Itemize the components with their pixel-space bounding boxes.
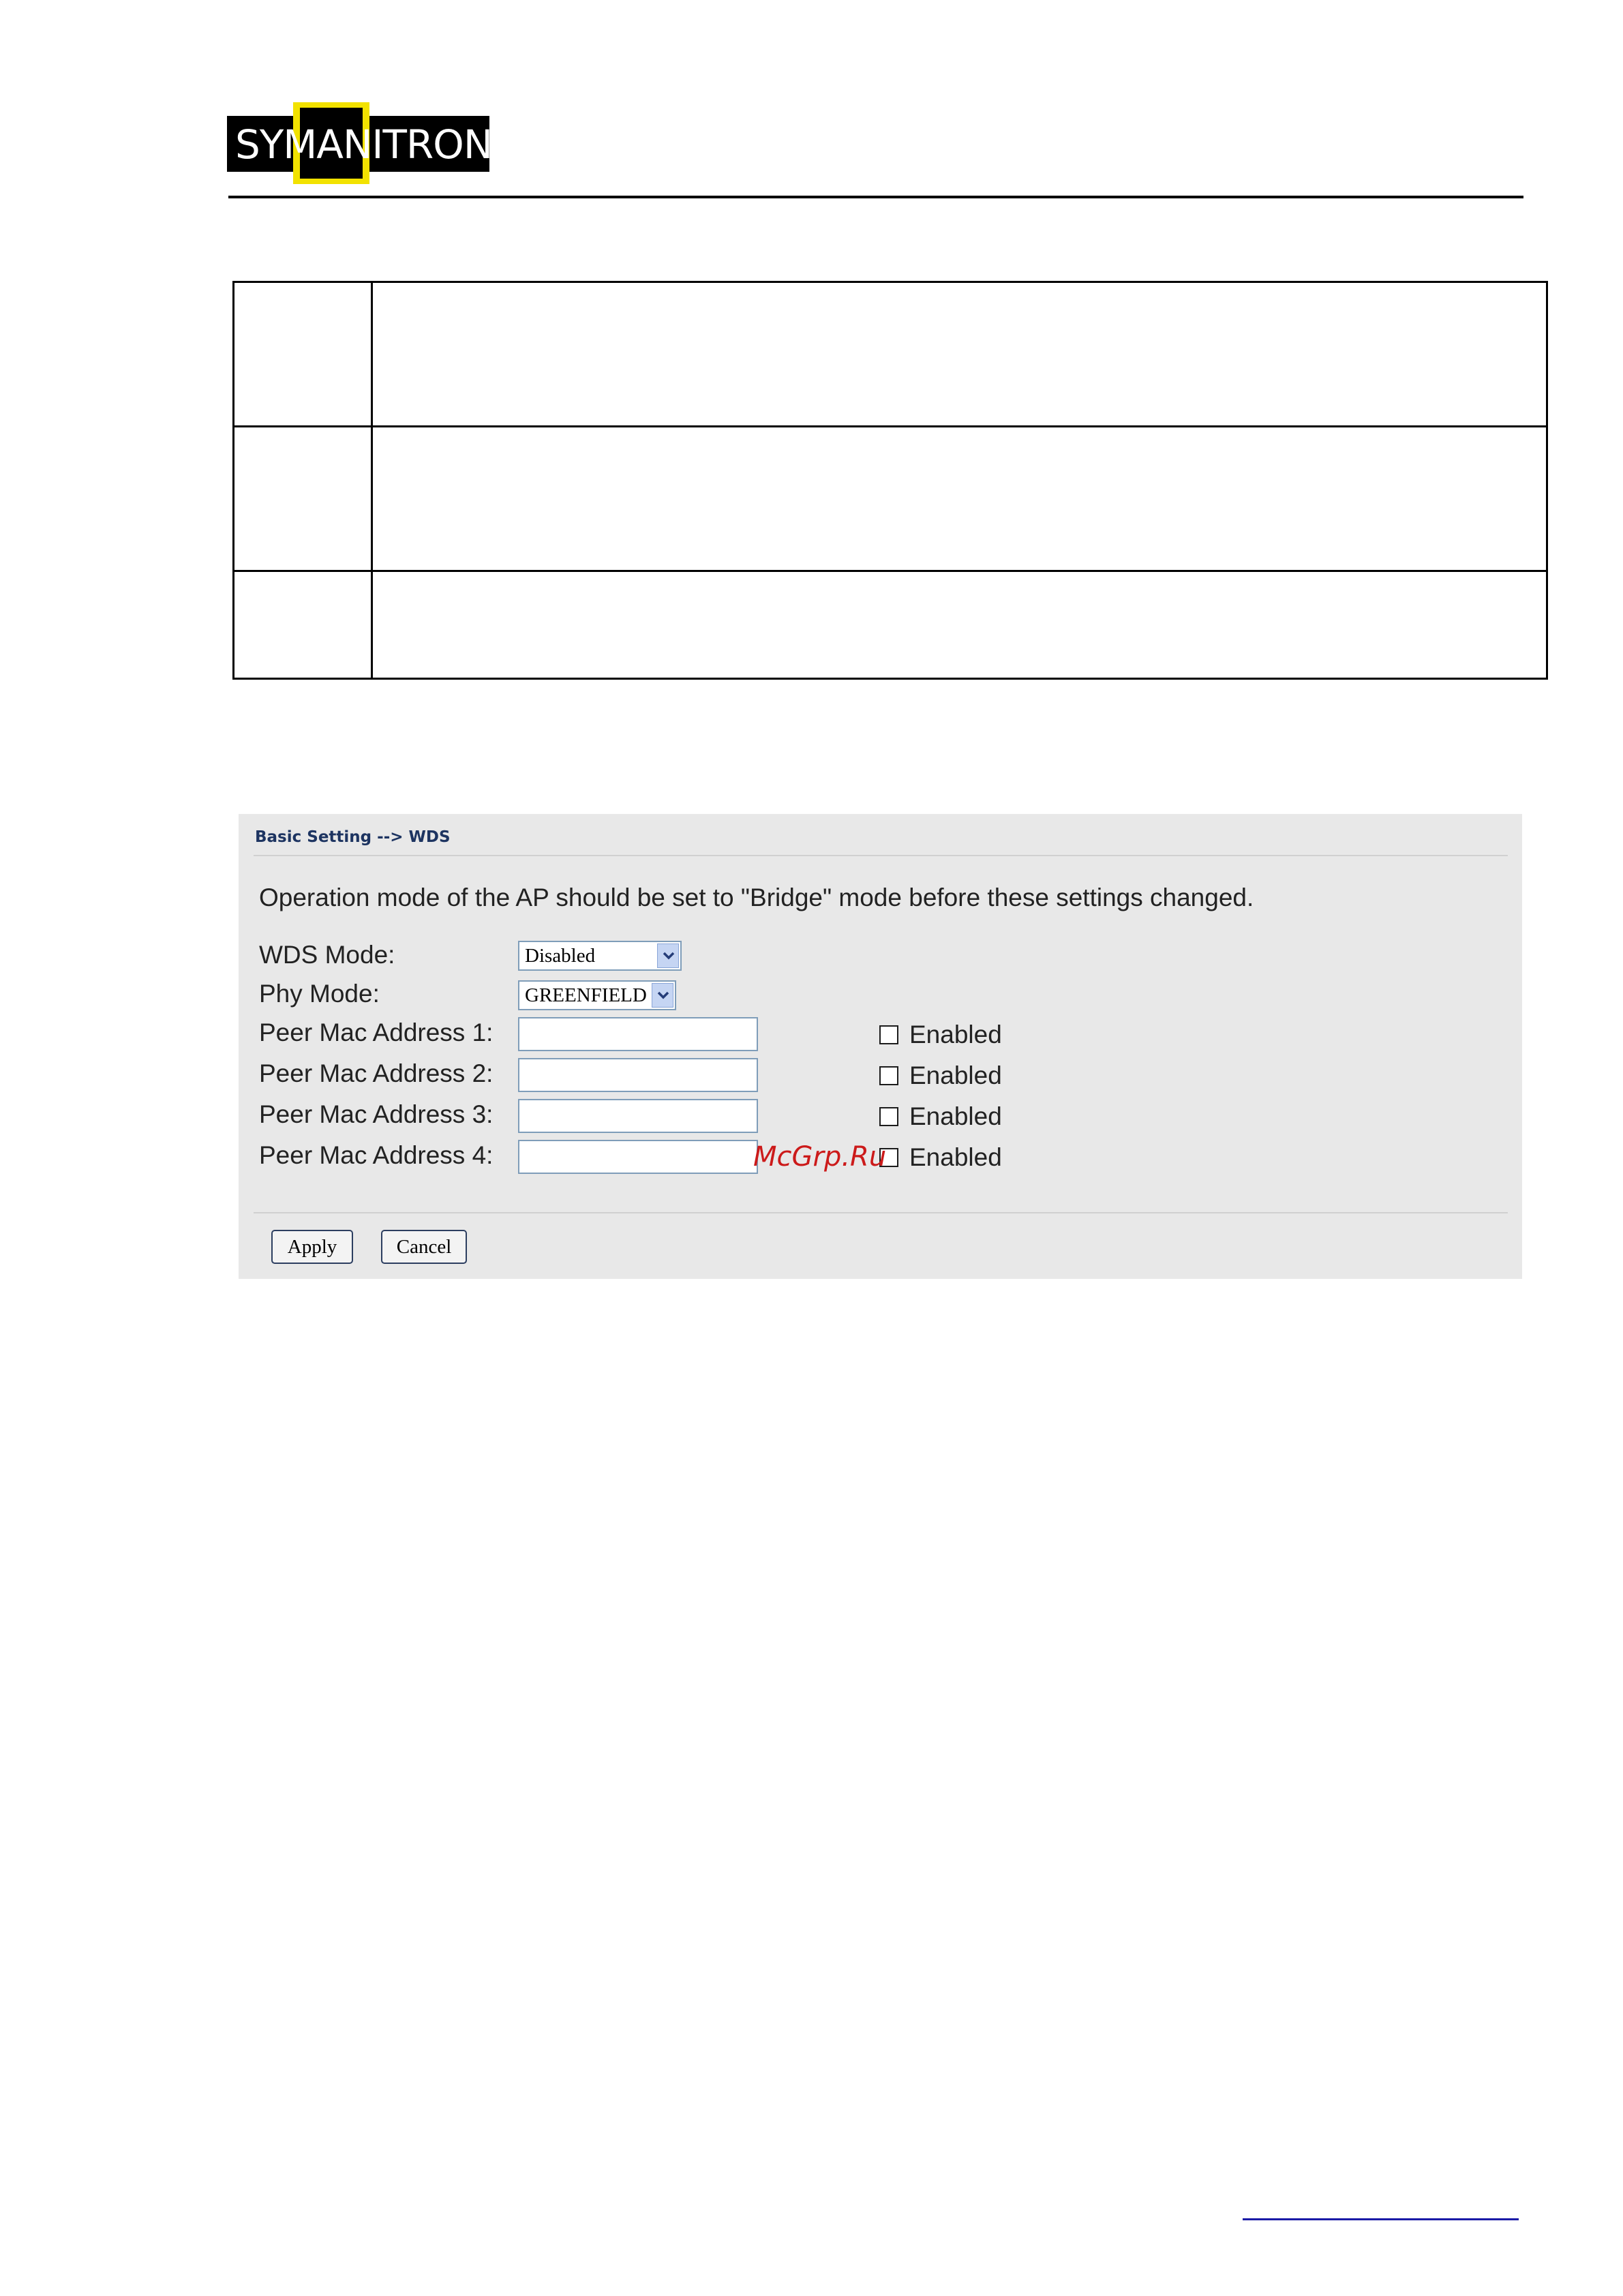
apply-button[interactable]: Apply: [271, 1230, 353, 1264]
breadcrumb: Basic Setting --> WDS: [255, 828, 451, 846]
table-cell: [234, 282, 372, 427]
footer-rule: [1243, 2218, 1519, 2220]
peer-mac-1-input[interactable]: [518, 1017, 758, 1051]
bridge-mode-notice: Operation mode of the AP should be set to "Bridge" mode before these settings changed.: [259, 883, 1254, 911]
chevron-down-icon[interactable]: [652, 983, 673, 1008]
symanitron-logo: [227, 102, 493, 184]
peer-mac-2-enabled-checkbox[interactable]: [879, 1066, 898, 1085]
phy-mode-select[interactable]: [518, 980, 676, 1010]
wds-mode-value: Disabled: [525, 945, 596, 967]
peer-mac-4-input[interactable]: [518, 1140, 758, 1174]
peer-mac-1-label: Peer Mac Address 1:: [259, 1018, 494, 1046]
table-row: [234, 282, 1547, 427]
phy-mode-label: Phy Mode:: [259, 980, 380, 1008]
watermark: McGrp.Ru: [753, 1141, 887, 1173]
phy-mode-value: GREENFIELD: [525, 984, 647, 1006]
peer-mac-1-enabled-label: Enabled: [909, 1021, 1002, 1048]
divider: [254, 1212, 1508, 1213]
wds-settings-panel: [239, 814, 1522, 1279]
table-cell: [234, 427, 372, 571]
peer-mac-4-label: Peer Mac Address 4:: [259, 1141, 494, 1169]
peer-mac-3-enabled-checkbox[interactable]: [879, 1107, 898, 1126]
table-cell: [372, 427, 1547, 571]
wds-mode-label: WDS Mode:: [259, 941, 395, 969]
peer-mac-3-label: Peer Mac Address 3:: [259, 1100, 494, 1128]
table-cell: [372, 571, 1547, 679]
cancel-button[interactable]: Cancel: [381, 1230, 467, 1264]
table-cell: [372, 282, 1547, 427]
table-cell: [234, 571, 372, 679]
chevron-down-icon[interactable]: [657, 943, 679, 968]
peer-mac-2-enabled-label: Enabled: [909, 1061, 1002, 1089]
divider: [254, 855, 1508, 856]
table-row: [234, 427, 1547, 571]
table-row: [234, 571, 1547, 679]
wds-mode-select[interactable]: [518, 941, 682, 971]
peer-mac-3-enabled-label: Enabled: [909, 1102, 1002, 1130]
peer-mac-3-input[interactable]: [518, 1099, 758, 1133]
peer-mac-2-input[interactable]: [518, 1058, 758, 1092]
peer-mac-2-label: Peer Mac Address 2:: [259, 1059, 494, 1087]
logo-text: SYMANITRON: [235, 121, 493, 168]
header-rule: [228, 196, 1523, 198]
description-table: [232, 281, 1548, 680]
peer-mac-4-enabled-label: Enabled: [909, 1143, 1002, 1171]
peer-mac-1-enabled-checkbox[interactable]: [879, 1025, 898, 1044]
